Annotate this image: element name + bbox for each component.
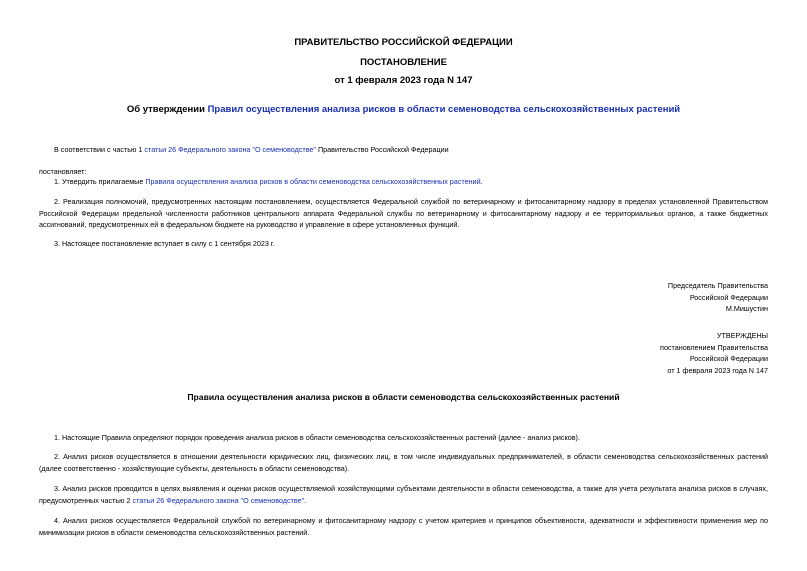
doc-type: ПОСТАНОВЛЕНИЕ [360, 57, 447, 68]
rules-approve-link[interactable]: Правила осуществления анализа рисков в области семеноводства сельскохозяйственных растений [145, 177, 481, 186]
doc-title-prefix: Об утверждении [126, 104, 208, 115]
doc-date-number: от 1 февраля 2023 года N 147 [334, 75, 473, 86]
rule-1: 1. Настоящие Правила определяют порядок проведения анализа рисков в области семеноводства сельскохозяйственных растений (далее - анализ рисков). [54, 433, 580, 442]
doc-title [0, 104, 807, 115]
rule-2: 2. Анализ рисков осуществляется в отношении деятельности юридических лиц, физических лиц, в том числе индивидуальных предпринимателей, в области семеноводства сельскохозяйственных растений (далее соответственно - хозяйствующие субъекты, деятельность в области семеноводства). [39, 452, 768, 473]
rule-3-pre: 3. Анализ рисков проводится в целях выявления и оценки рисков осуществляемой хозяйствующими субъектами деятельности в области семеноводства, а также для учета результата анализа рисков в случаях, предусмотренных частью 2 [39, 484, 768, 505]
preamble-post: Правительство Российской Федерации [315, 145, 449, 154]
preamble [54, 144, 754, 156]
rule-3-law-link[interactable]: статьи 26 Федерального закона "О семеноводстве" [132, 495, 305, 505]
item-2: 2. Реализация полномочий, предусмотренных настоящим постановлением, осуществляется Федеральной службой по ветеринарному и фитосанитарному надзору в пределах установленной Правительством Российской Федерации предельной численности работников центрального аппарата Федеральной службы по ветеринарному и фитосанитарному надзору и ее территориальных органов, а также бюджетных ассигнований, предусмотренных ей в федеральном бюджете на руководство и управление в сфере установленных функций. [39, 197, 768, 229]
rule-3 [39, 483, 768, 506]
item-1-pre: 1. Утвердить прилагаемые [54, 177, 146, 186]
preamble-pre: В соответствии с частью 1 [54, 145, 145, 154]
rule-4: 4. Анализ рисков осуществляется Федеральной службой по ветеринарному и фитосанитарному надзору с учетом критериев и принципов объективности, адекватности и эффективности применения мер по минимизации рисков в области семеноводства сельскохозяйственных растений. [39, 516, 768, 537]
decides-label: постановляет: [39, 167, 87, 176]
item-1-post: . [480, 177, 483, 186]
item-1 [54, 176, 774, 188]
item-3: 3. Настоящее постановление вступает в силу с 1 сентября 2023 г. [54, 239, 275, 248]
approval-block [468, 330, 768, 376]
approval-line-2: постановлением Правительства [660, 342, 768, 352]
law-article-link[interactable]: статьи 26 Федерального закона "О семеноводстве" [144, 145, 316, 154]
signature-name: М.Мишустин [725, 304, 768, 313]
approval-line-4: от 1 февраля 2023 года N 147 [667, 365, 768, 375]
rules-link[interactable]: Правил осуществления анализа рисков в области семеноводства сельскохозяйственных растений [207, 104, 681, 115]
signature-position: Председатель Правительства [667, 281, 768, 290]
rules-title: Правила осуществления анализа рисков в области семеноводства сельскохозяйственных растений [187, 392, 620, 402]
signature-block [468, 280, 768, 315]
org-name: ПРАВИТЕЛЬСТВО РОССИЙСКОЙ ФЕДЕРАЦИИ [294, 37, 513, 48]
rule-3-post: . [304, 495, 307, 505]
approval-line-3: Российской Федерации [689, 354, 768, 363]
signature-country: Российской Федерации [689, 292, 768, 302]
approval-line-1: УТВЕРЖДЕНЫ [716, 331, 768, 340]
